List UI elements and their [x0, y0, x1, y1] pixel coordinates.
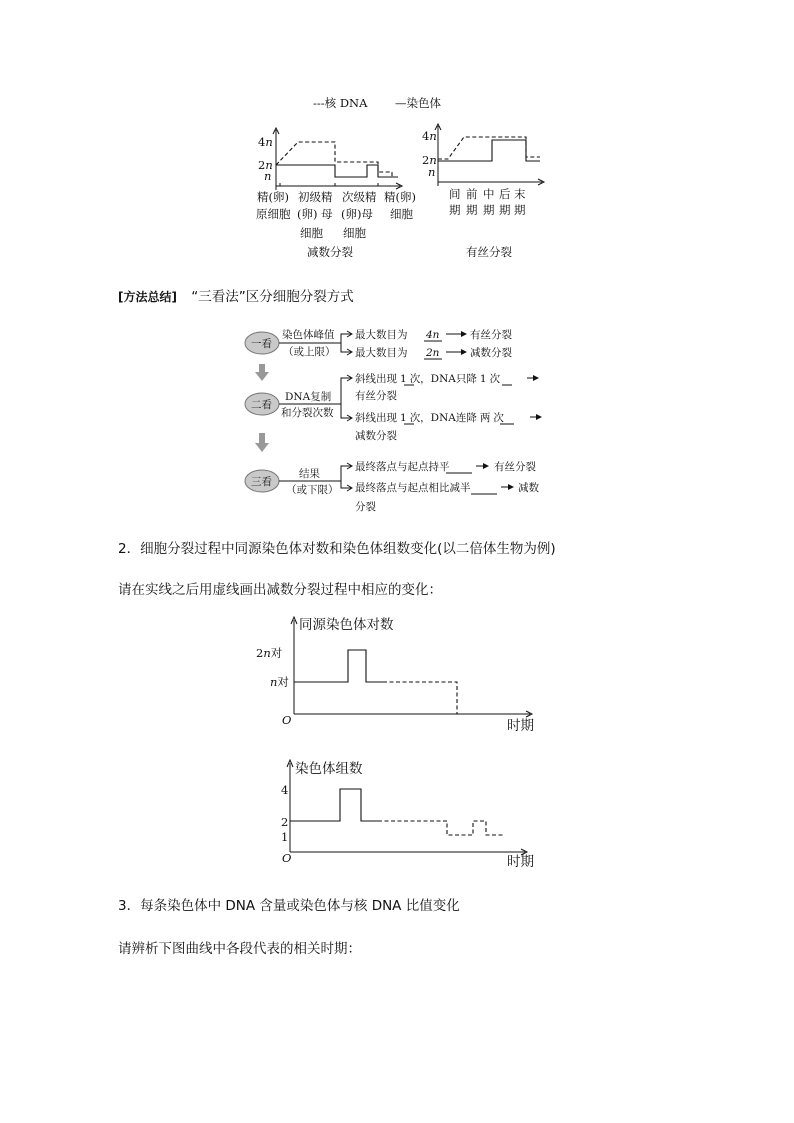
look3-r2-line: 最终落点与起点相比减半 — [355, 482, 471, 494]
figure-chromosome-sets — [0, 755, 794, 875]
fig3-origin: O — [282, 851, 292, 865]
method-title: “三看法”区分细胞分裂方式 — [191, 289, 354, 305]
look3-r1-line: 最终落点与起点持平 — [355, 461, 450, 473]
fig3-solid-curve — [290, 789, 378, 821]
fig2-origin: O — [282, 713, 292, 727]
fig3-tick-1: 1 — [281, 830, 289, 844]
left-label-2a: 初级精 — [298, 190, 333, 204]
fig3-ylabel: 染色体组数 — [295, 761, 363, 777]
look1-r2-result: 减数分裂 — [470, 347, 512, 359]
look1-cond2: （或上限） — [283, 346, 336, 358]
left-tick-n: n — [264, 169, 272, 183]
down-arrow-1 — [255, 364, 269, 381]
look3-r1-result: 有丝分裂 — [494, 461, 536, 473]
look2-brace — [341, 378, 351, 418]
look2-r2-result: 减数分裂 — [355, 430, 397, 442]
figure-dna-chromosome-curves — [0, 0, 794, 270]
down-arrow-2 — [255, 433, 269, 452]
left-label-3c: 细胞 — [343, 226, 366, 240]
left-label-1a: 精(卵) — [257, 190, 289, 204]
fig2-tick-2n: 2n对 — [256, 646, 283, 660]
right-label-4a: 后 — [499, 187, 511, 201]
look3-r2-result-b: 分裂 — [355, 501, 376, 513]
look1-r1-value: 4n — [426, 329, 440, 341]
fig3-tick-4: 4 — [281, 783, 289, 797]
left-label-4b: 细胞 — [390, 207, 413, 221]
look3-label: 三看 — [251, 476, 272, 488]
section3-instruction: 请辨析下图曲线中各段代表的相关时期： — [118, 941, 361, 957]
legend-chromosome: —染色体 — [395, 96, 441, 110]
right-label-3a: 中 — [483, 187, 495, 201]
fig3-dashed-curve — [378, 821, 504, 835]
right-label-1b: 期 — [449, 203, 461, 217]
look1-r1-text: 最大数目为 — [355, 329, 408, 341]
fig3-tick-2: 2 — [281, 815, 289, 829]
right-tick-2n: 2n — [422, 153, 437, 167]
right-label-4b: 期 — [499, 203, 511, 217]
look3-r2-result-a: 减数 — [518, 482, 539, 494]
figure-homologous-pairs — [0, 610, 794, 740]
fig2-dashed-curve — [383, 682, 457, 714]
fig2-tick-n: n对 — [270, 675, 289, 689]
left-dna-curve — [276, 142, 398, 177]
look1-brace — [341, 334, 351, 352]
left-label-4a: 精(卵) — [384, 190, 416, 204]
method-tag: [方法总结] — [118, 290, 177, 304]
look1-r2-value: 2n — [426, 347, 440, 359]
right-chromosome-curve — [438, 140, 540, 161]
method-summary-heading — [118, 285, 354, 305]
look2-r2-line: 斜线出现 1 次，DNA连降 两 次 — [355, 412, 504, 424]
right-label-5b: 期 — [514, 203, 526, 217]
left-tick-4n: 4n — [258, 135, 273, 149]
look1-label: 一看 — [251, 338, 272, 350]
look3-brace — [341, 466, 351, 488]
left-label-2c: 细胞 — [300, 226, 323, 240]
left-label-3b: (卵)母 — [341, 207, 373, 221]
right-label-1a: 间 — [449, 187, 461, 201]
look3-cond2: （或下限） — [286, 484, 339, 496]
left-tick-2n: 2n — [258, 158, 273, 172]
legend-dna: ---核 DNA — [313, 96, 368, 110]
right-label-2a: 前 — [466, 187, 478, 201]
look2-cond1: DNA复制 — [285, 391, 332, 403]
fig2-solid-curve — [294, 650, 383, 682]
right-label-3b: 期 — [483, 203, 495, 217]
look2-r1-line: 斜线出现 1 次，DNA只降 1 次 — [355, 373, 501, 385]
right-caption: 有丝分裂 — [466, 245, 512, 259]
left-caption: 减数分裂 — [307, 245, 353, 259]
look1-r2-text: 最大数目为 — [355, 347, 408, 359]
right-label-5a: 末 — [514, 187, 526, 201]
three-look-flow-diagram — [0, 318, 794, 518]
fig2-xlabel: 时期 — [507, 718, 534, 734]
left-label-3a: 次级精 — [342, 190, 377, 204]
look2-cond2: 和分裂次数 — [281, 407, 334, 419]
left-chromosome-curve — [276, 165, 398, 177]
look1-r1-result: 有丝分裂 — [470, 329, 512, 341]
right-tick-n: n — [428, 165, 436, 179]
section2-instruction: 请在实线之后用虚线画出减数分裂过程中相应的变化： — [118, 582, 442, 598]
section3-heading: 3．每条染色体中 DNA 含量或染色体与核 DNA 比值变化 — [118, 898, 460, 914]
right-label-2b: 期 — [466, 203, 478, 217]
look3-cond1: 结果 — [299, 468, 320, 480]
section2-heading: 2．细胞分裂过程中同源染色体对数和染色体组数变化(以二倍体生物为例) — [118, 541, 556, 557]
left-label-1b: 原细胞 — [256, 207, 291, 221]
fig3-xlabel: 时期 — [507, 854, 534, 870]
left-label-2b: (卵) 母 — [297, 207, 333, 221]
look2-r1-result: 有丝分裂 — [355, 390, 397, 402]
look1-cond1: 染色体峰值 — [282, 329, 335, 341]
fig2-ylabel: 同源染色体对数 — [299, 617, 394, 633]
right-tick-4n: 4n — [422, 129, 437, 143]
look2-label: 二看 — [251, 399, 272, 411]
